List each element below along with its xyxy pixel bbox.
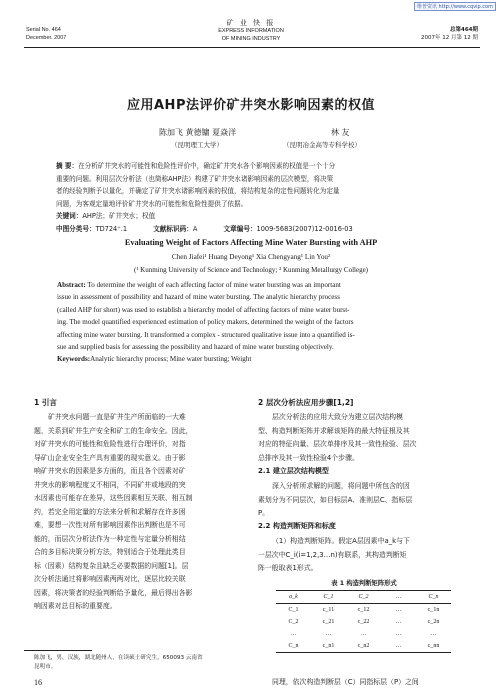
table-cell: …: [360, 631, 367, 637]
body-line: 一层次中C_i(i=1,2,3…n)有联系，其构造判断矩: [258, 550, 407, 559]
table-cell: c_n2: [346, 640, 381, 653]
table-cell: c_21: [322, 619, 335, 625]
body-line: 响矿井突水的因素是多方面的，而且各个因素对矿: [34, 467, 186, 475]
table-cell: …: [381, 640, 416, 653]
table-cell: …: [430, 631, 437, 637]
footnote-line: 昆明市。: [34, 664, 57, 670]
doc-code-value: A: [192, 224, 198, 233]
abstract-cn-label: 摘 要：: [56, 162, 79, 170]
header-rule: [24, 47, 480, 48]
abstract-cn-line: 者的经验判断予以量化，并确定了矿井突水诸影响因素的权值，将结构复杂的定性问题转化为定量: [56, 187, 340, 195]
abstract-cn-line: 问题，为客观定量地评价矿井突水的可能性和危险性提供了依据。: [56, 199, 248, 208]
body-line: 矿井突水问题一直是矿井生产所面临的一大难: [48, 413, 186, 421]
page-number: 16: [34, 678, 42, 687]
section-2-heading: 2 层次分析法应用步骤[1,2]: [258, 398, 354, 407]
body-line: 响因素对总目标的重要度。: [34, 602, 117, 610]
table-header-row: [276, 591, 451, 604]
table-cell: …: [395, 607, 402, 613]
body-line: 井突水的影响程度又不相同，不同矿井或地段的突: [34, 480, 186, 489]
footnote-rule: [24, 650, 92, 651]
body-line: 因素，将决策者的经验判断给予量化，最后得出各影: [34, 588, 193, 597]
article-no-value: 1009-5683(2007)12-0016-03: [256, 224, 353, 233]
subsection-2-2-body: [258, 535, 470, 576]
table-cell: c_11: [322, 607, 335, 613]
body-line: 素划分为不同层次，如目标层A、准则层C、指标层: [258, 495, 413, 504]
body-line: 约，若完全用定量的方法来分析和求解存在许多困: [34, 507, 186, 516]
after-table-text: 同理，依次构造判断层（C）同指标层（P）之间: [272, 678, 419, 686]
body-line: 导矿山企业安全生产具有重要的现实意义。由于影: [34, 453, 186, 462]
table-header-cell: C_1: [311, 591, 346, 604]
table-cell: c_12: [357, 607, 370, 613]
abstract-cn-line: 重要的问题。利用层次分析法（也简称AHP法）构建了矿井突水诸影响因素的层次模型，将决策: [56, 174, 334, 183]
body-line: 型、构造判断矩阵并求解该矩阵的最大特征根及其: [258, 426, 410, 435]
journal-name-cn: 矿 业 快 报: [226, 19, 276, 27]
abstract-en-line: sue and supplied basis for assessing the possibility and hazard of mine water bursting objectively.: [57, 343, 334, 352]
body-line: 层次分析法的应用大致分为建立层次结构模: [272, 413, 403, 421]
body-line: 次分析法通过将影响因素两两对比，逐层比较关联: [34, 575, 186, 583]
table-cell: c_22: [357, 619, 370, 625]
body-line: 难，要想一次性对所有影响因素作出判断也是不可: [34, 521, 186, 529]
table-row: [276, 604, 451, 617]
paper-title-en: Evaluating Weight of Factors Affecting Mine Water Bursting with AHP: [124, 238, 378, 247]
abstract-en-line: [57, 279, 449, 291]
section-2-body: [258, 411, 470, 465]
abstract-cn: [56, 160, 452, 235]
abstract-en: [57, 279, 449, 366]
affiliation-cn-1: （昆明理工大学）: [171, 141, 223, 149]
table-cell: C_2: [288, 619, 299, 625]
abstract-en-line: affecting mine water bursting. It transformed a complex - structured qualitative issue into a quantified is-: [57, 330, 355, 339]
abstract-cn-line: [56, 160, 452, 173]
section-1-body: [34, 411, 246, 614]
table-cell: c_1n: [427, 607, 440, 613]
authors-en: Chen Jiafei¹ Huang Deyong¹ Xia Chengyang¹ Lin You²: [171, 253, 331, 261]
classification-line: [56, 223, 452, 236]
clc-label: 中图分类号：: [56, 224, 96, 233]
body-line: 对应的特征向量、层次单排序及其一致性检验、层次: [258, 440, 417, 448]
keywords-en: [57, 353, 449, 365]
footnote: [34, 654, 246, 672]
body-line: 阵一般取表1形式。: [258, 564, 318, 572]
abstract-en-text: To determine the weight of each affecting factor of mine water bursting was an important: [87, 281, 341, 289]
body-line: 能的，而层次分析法作为一种定性与定量分析相结: [34, 534, 186, 543]
table-cell: …: [395, 619, 402, 625]
table-1-caption: 表 1 构造判断矩阵形式: [331, 580, 397, 587]
paper-title-cn: 应用AHP法评价矿井突水影响因素的权值: [127, 98, 375, 113]
journal-name-en-1: EXPRESS INFORMATION: [218, 28, 284, 34]
body-line: 题，关系到矿井生产安全和矿工的生命安全。因此，: [34, 426, 193, 435]
table-cell: C_n: [276, 640, 311, 653]
table-cell: c_n1: [311, 640, 346, 653]
authors-cn-group2: 林 友: [331, 128, 350, 137]
subsection-2-2-heading: 2.2 构造判断矩阵和标度: [258, 522, 336, 530]
body-line: P。: [258, 509, 270, 517]
watermark-stamp: 维普资讯 http://www.cqvip.com: [414, 2, 496, 11]
keywords-en-label: Keywords:: [57, 355, 91, 364]
keywords-cn-label: 关键词：: [56, 212, 83, 220]
table-header-cell: C_n: [416, 591, 451, 604]
doc-code-label: 文献标识码：: [153, 224, 193, 233]
body-line: （1）构造判断矩阵。假定A层因素中a_k与下: [272, 537, 410, 545]
affiliations-en: (¹ Kunming University of Science and Technology; ² Kunming Metallurgy College): [133, 266, 369, 274]
abstract-cn-text: 在分析矿井突水的可能性和危险性评价中，确定矿井突水各个影响因素的权值是一个十分: [78, 162, 336, 170]
body-line: 深入分析所求解的问题，将问题中所包含的因: [272, 482, 410, 490]
clc-value: TD724⁺.1: [95, 224, 128, 233]
issue-date-cn: 2007年 12 月第 12 期: [421, 35, 478, 41]
body-line: 对矿井突水的可能性和危险性进行合理评价，对指: [34, 440, 186, 448]
table-row: [276, 628, 451, 640]
table-header-cell: …: [381, 591, 416, 604]
article-no-label: 文章编号：: [223, 224, 257, 233]
body-line: 标（因素）结构复杂且缺乏必要数据的问题[1]。层: [34, 561, 189, 570]
abstract-en-line: ing. The model quantified experienced estimation of policy makers, determined the weight of the factors: [57, 318, 354, 327]
judgment-matrix-table: [276, 590, 451, 653]
subsection-2-1-body: [258, 480, 470, 521]
abstract-en-line: (called AHP for short) was used to establish a hierarchy model of affecting factors of mine water burst-: [57, 305, 350, 314]
authors-cn-group1: 陈加飞 黄德镛 夏焱洋: [159, 128, 237, 137]
subsection-2-1-heading: 2.1 建立层次结构模型: [258, 467, 329, 475]
table-cell: c_nn: [416, 640, 451, 653]
table-header-cell: a_k: [276, 591, 311, 604]
table-cell: …: [325, 631, 332, 637]
table-cell: c_2n: [427, 619, 440, 625]
keywords-en-text: Analytic hierarchy process; Mine water bursting; Weight: [90, 355, 252, 364]
abstract-en-line: issue in assessment of possibility and hazard of mine water bursting. The analytic hierarchy process: [57, 293, 340, 302]
table-header-cell: C_2: [346, 591, 381, 604]
table-cell: …: [395, 631, 402, 637]
body-line: 水因素也可能存在差异，这些因素相互关联、相互制: [34, 494, 193, 502]
abstract-en-label: Abstract:: [57, 281, 86, 289]
table-cell: …: [290, 631, 297, 637]
table-row: [276, 616, 451, 628]
serial-number: Serial No. 464: [26, 27, 61, 33]
footnote-line: 陈加飞，男，汉族，湖北随州人，在读硕士研究生，650093 云南省: [34, 655, 203, 661]
table-cell: C_1: [288, 607, 299, 613]
issue-date-en: December. 2007: [26, 35, 67, 41]
section-1-heading: 1 引言: [34, 398, 57, 407]
table-row: [276, 640, 451, 653]
body-line: 合的多目标决策分析方法，特别适合于处理此类目: [34, 548, 186, 556]
keywords-cn-text: AHP法；矿井突水；权值: [82, 212, 156, 220]
affiliation-cn-2: （昆明冶金高等专科学校）: [283, 141, 361, 149]
keywords-cn: [56, 210, 452, 223]
journal-name-en-2: OF MINING INDUSTRY: [221, 36, 281, 42]
total-issue: 总第464期: [450, 27, 478, 33]
body-line: 总排序及其一致性检验4个步骤。: [258, 453, 359, 462]
header-right: [398, 26, 478, 42]
